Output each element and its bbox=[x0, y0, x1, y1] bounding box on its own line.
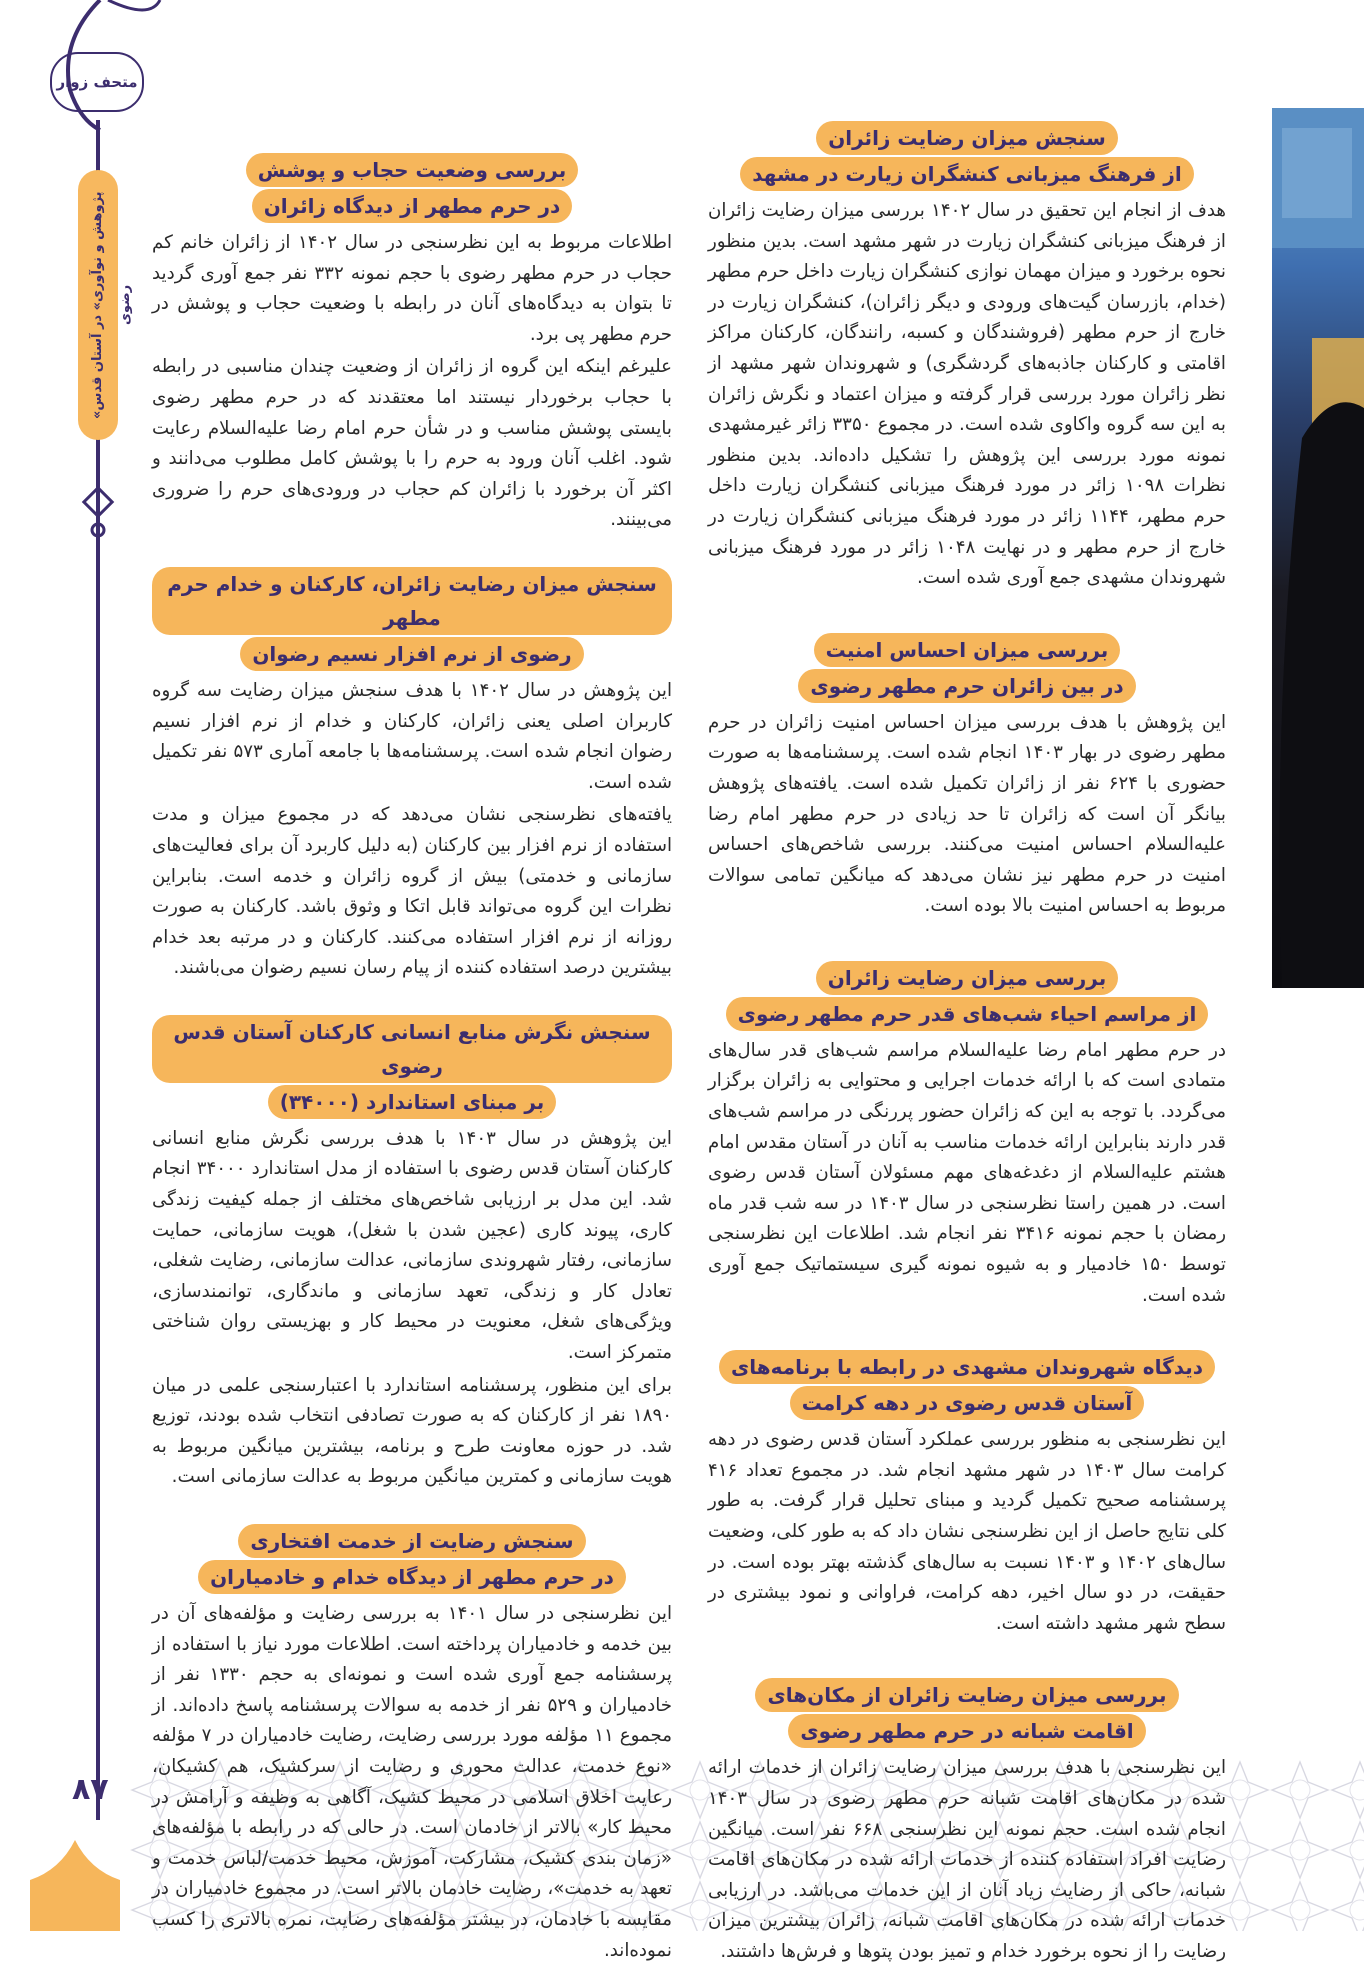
title-line: سنجش رضایت از خدمت افتخاری bbox=[238, 1524, 585, 1558]
section-nasim-rezvan bbox=[152, 566, 672, 984]
section-title bbox=[708, 960, 1226, 1032]
sidebar-label-text: «پژوهش و نوآوری» در آستان قدس رضوی bbox=[90, 191, 133, 419]
section-night-stay bbox=[708, 1677, 1226, 1967]
title-line: سنجش میزان رضایت زائران bbox=[816, 121, 1118, 155]
pilgrim-photo bbox=[1272, 108, 1364, 988]
paragraph: این پژوهش در سال ۱۴۰۲ با هدف سنجش میزان رضایت سه گروه کاربران اصلی یعنی زائران، کارکنان و خدام از نرم افزار نسیم رضوان انجام شده است. پرسشنامه‌ها با جامعه آماری ۵۷۳ نفر تکمیل شده است. bbox=[152, 679, 673, 793]
section-title bbox=[152, 566, 672, 672]
photo-silhouette bbox=[1272, 108, 1364, 988]
paragraph: این نظرسنجی با هدف بررسی میزان رضایت زائران از خدمات ارائه شده در مکان‌های اقامت شبانه حرم مطهر رضوی در سال ۱۴۰۳ انجام شده است. حجم نمونه این نظرسنجی ۶۶۸ نفر است. میانگین رضایت افراد استفاده کننده از خدمات ارائه شده در مکان‌های اقامت شبانه، حاکی از رضایت زیاد آنان از این خدمات می‌باشد. در ارزیابی خدمات ارائه شده در مکان‌های اقامت شبانه، زائران بیشترین میزان رضایت را از نحوه برخورد خدام و تمیز بودن پتوها و فرش‌ها داشتند. bbox=[708, 1757, 1226, 1962]
title-line: رضوی از نرم افزار نسیم رضوان bbox=[240, 637, 583, 671]
section-karamat bbox=[708, 1349, 1226, 1639]
right-column bbox=[708, 120, 1226, 1970]
title-line: در بین زائران حرم مطهر رضوی bbox=[798, 669, 1135, 703]
paragraph: این پژوهش با هدف بررسی میزان احساس امنیت زائران در حرم مطهر رضوی در بهار ۱۴۰۳ انجام شده است. پرسشنامه‌ها به صورت حضوری با ۶۲۴ نفر از زائران تکمیل شده است. یافته‌های پژوهش بیانگر آن است که زائران تا حد زیادی در حرم مطهر امام رضا علیه‌السلام احساس امنیت می‌کنند. بررسی شاخص‌های احساس امنیت در حرم مطهر نیز نشان می‌دهد که میانگین تمامی سوالات مربوط به احساس امنیت بالا بوده است. bbox=[708, 711, 1226, 917]
paragraph: این نظرسنجی به منظور بررسی عملکرد آستان قدس رضوی در دهه کرامت سال ۱۴۰۳ در شهر مشهد انجام شد. در مجموع تعداد ۴۱۶ پرسشنامه صحیح تکمیل گردید و مبنای تحلیل قرار گرفت. به طور کلی نتایج حاصل از این نظرسنجی نشان داد که به طور کلی، وضعیت سال‌های ۱۴۰۲ و ۱۴۰۳ نسبت به سال‌های گذشته بهتر بوده است. در حقیقت، در دو سال اخیر، دهه کرامت، فراوانی و نمود بیشتری در سطح شهر مشهد داشته است. bbox=[708, 1429, 1226, 1634]
sidebar-knot-icon bbox=[80, 486, 116, 542]
section-host-culture bbox=[708, 120, 1226, 594]
section-title bbox=[152, 1523, 672, 1595]
section-title bbox=[152, 1014, 672, 1120]
title-line: بررسی میزان رضایت زائران bbox=[816, 961, 1118, 995]
title-line: در حرم مطهر از دیدگاه خدام و خادمیاران bbox=[198, 1560, 626, 1594]
title-line: آستان قدس رضوی در دهه کرامت bbox=[790, 1386, 1145, 1420]
paragraph: این پژوهش در سال ۱۴۰۳ با هدف بررسی نگرش منابع انسانی کارکنان آستان قدس رضوی با استفاده از مدل استاندارد ۳۴۰۰۰ انجام شد. این مدل بر ارزیابی شاخص‌های مختلف از جمله کیفیت زندگی کاری، پیوند کاری (عجین شدن با شغل)، هویت سازمانی، حمایت سازمانی، رفتار شهروندی سازمانی، عدالت سازمانی، رضایت شغلی، تعادل کار و زندگی، تعهد سازمانی و ماندگاری، توانمندسازی، ویژگی‌های شغل، معنویت در محیط کار و بهزیستی روان شناختی متمرکز است. bbox=[152, 1127, 672, 1364]
title-line: بررسی میزان احساس امنیت bbox=[814, 633, 1121, 667]
title-line: اقامت شبانه در حرم مطهر رضوی bbox=[788, 1714, 1145, 1748]
title-line: از مراسم احیاء شب‌های قدر حرم مطهر رضوی bbox=[726, 997, 1209, 1031]
paragraph: این نظرسنجی در سال ۱۴۰۱ به بررسی رضایت و مؤلفه‌های آن در بین خدمه و خادمیاران پرداخته است. اطلاعات مورد نیاز با استفاده از پرسشنامه جمع آوری شده است و نمونه‌ای به حجم ۱۳۳۰ نفر از خادمیاران و ۵۲۹ نفر از خدمه به سوالات پرسشنامه پاسخ داده‌اند. از مجموع ۱۱ مؤلفه مورد بررسی رضایت، رضایت خادمیاران در ۷ مؤلفه «نوع خدمت، عدالت محوری و رضایت از سرکشیک، هم کشیکان، رعایت اخلاق اسلامی در محیط کشیک، آگاهی به وظیفه و آرامش در محیط کار» بالاتر از خادمان است. در حالی که در رابطه با مؤلفه‌های «زمان بندی کشیک، مشارکت، آموزش، محیط خدمت/لباس خدمت و تعهد به خدمت»، رضایت خادمان بالاتر است. در مجموع خادمیاران در مقایسه با خادمان، در بیشتر مؤلفه‌های رضایت، نمره بالاتری را کسب نموده‌اند. bbox=[152, 1603, 672, 1961]
title-line: بر مبنای استاندارد (۳۴۰۰۰) bbox=[268, 1085, 557, 1119]
section-honorary-service bbox=[152, 1523, 672, 1966]
section-title bbox=[708, 1677, 1226, 1749]
page-number: ۸۷ bbox=[72, 1772, 109, 1807]
sidebar-ornament-bottom bbox=[30, 1840, 120, 1931]
section-title bbox=[708, 632, 1226, 704]
paragraph: در حرم مطهر امام رضا علیه‌السلام مراسم شب‌های قدر سال‌های متمادی است که با ارائه خدمات اجرایی و محتوایی به زائران برگزار می‌گردد. با توجه به این که زائران حضور پررنگی در مراسم شب‌های قدر دارند بنابراین ارائه خدمات مناسب به آنان در آستان مقدس امام هشتم علیه‌السلام از دغدغه‌های مهم مسئولان آستان قدس رضوی است. در همین راستا نظرسنجی در سال ۱۴۰۳ در سه شب قدر ماه رمضان با حجم نمونه ۳۴۱۶ نفر انجام شد. اطلاعات این نظرسنجی توسط ۱۵۰ خادمیار و به شیوه نمونه گیری سیستماتیک جمع آوری شده است. bbox=[708, 1039, 1227, 1306]
section-security bbox=[708, 632, 1226, 922]
title-line: از فرهنگ میزبانی کنشگران زیارت در مشهد bbox=[740, 157, 1194, 191]
paragraph: اطلاعات مربوط به این نظرسنجی در سال ۱۴۰۲ از زائران خانم کم حجاب در حرم مطهر رضوی با حجم نمونه ۳۳۲ نفر جمع آوری گردید تا بتوان به دیدگاه‌های آنان در رابطه با وضعیت حجاب و پوشش در حرم مطهر پی برد. bbox=[152, 232, 673, 345]
title-line: در حرم مطهر از دیدگاه زائران bbox=[252, 189, 573, 223]
section-hijab bbox=[152, 152, 672, 536]
section-title bbox=[708, 1349, 1226, 1421]
section-hr-standard bbox=[152, 1014, 672, 1493]
title-line: سنجش میزان رضایت زائران، کارکنان و خدام حرم مطهر bbox=[152, 567, 672, 635]
paragraph: یافته‌های نظرسنجی نشان می‌دهد که در مجموع میزان و مدت استفاده از نرم افزار بین کارکنان (به دلیل کاربرد آن برای فعالیت‌های سازمانی و خدمتی) بیش از گروه زائران و خدمه است. بنابراین نظرات این گروه می‌تواند قابل اتکا و وثوق باشد. کارکنان به صورت روزانه از نرم افزار استفاده می‌کنند. کارکنان و در مرتبه بعد خدام بیشترین درصد استفاده کننده از پیام رسان نسیم رضوان می‌باشند. bbox=[152, 804, 672, 979]
title-line: بررسی میزان رضایت زائران از مکان‌های bbox=[755, 1678, 1178, 1712]
logo: متحف زوار bbox=[50, 52, 144, 112]
section-title bbox=[152, 152, 672, 224]
title-line: بررسی وضعیت حجاب و پوشش bbox=[246, 153, 578, 187]
paragraph: علیرغم اینکه این گروه از زائران از وضعیت چندان مناسبی در رابطه با حجاب برخوردار نیستند اما معتقدند که در حرم مطهر رضوی بایستی پوشش مناسب و در شأن حرم امام رضا علیه‌السلام رعایت شود. اغلب آنان ورود به حرم را با پوشش کامل مطلوب می‌دانند و اکثر آن برخورد با زائران کم حجاب در ورودی‌های حرم را ضروری می‌بینند. bbox=[152, 356, 672, 531]
title-line: سنجش نگرش منابع انسانی کارکنان آستان قدس رضوی bbox=[152, 1015, 672, 1083]
title-line: دیدگاه شهروندان مشهدی در رابطه با برنامه‌های bbox=[719, 1350, 1215, 1384]
paragraph: هدف از انجام این تحقیق در سال ۱۴۰۲ بررسی میزان رضایت زائران از فرهنگ میزبانی کنشگران زیارت در شهر مشهد است. بدین منظور نحوه برخورد و میزان مهمان نوازی کنشگران زیارت داخل حرم مطهر (خدام، بازرسان گیت‌های ورودی و دیگر زائران)، کنشگران زیارت در خارج از حرم مطهر (فروشندگان و کسبه، رانندگان، کارکنان مراکز اقامتی و کارکنان جاذبه‌های گردشگری) و شهروندان شهر مشهد از نظر زائران مورد بررسی قرار گرفته و میزان اعتماد و نگرش زائران به این سه گروه واکاوی شده است. در مجموع ۳۳۵۰ زائر غیرمشهدی نمونه مورد بررسی این پژوهش را تشکیل داده‌اند. بدین منظور نظرات ۱۰۹۸ زائر در مورد فرهنگ میزبانی کنشگران زیارت داخل حرم مطهر، ۱۱۴۴ زائر در مورد فرهنگ میزبانی کنشگران زیارت در خارج از حرم مطهر و در نهایت ۱۰۴۸ زائر در مورد فرهنگ میزبانی شهروندان مشهدی جمع آوری شده است. bbox=[708, 200, 1226, 589]
left-column bbox=[152, 152, 672, 1968]
section-title bbox=[708, 120, 1226, 192]
section-qadr-nights bbox=[708, 960, 1226, 1311]
paragraph: برای این منظور، پرسشنامه استاندارد با اعتبارسنجی علمی در میان ۱۸۹۰ نفر از کارکنان که به صورت تصادفی انتخاب شده بودند، توزیع شد. در حوزه معاونت طرح و برنامه، بیشترین میانگین مربوط به هویت سازمانی و کمترین میانگین مربوط به عدالت سازمانی است. bbox=[152, 1374, 672, 1488]
